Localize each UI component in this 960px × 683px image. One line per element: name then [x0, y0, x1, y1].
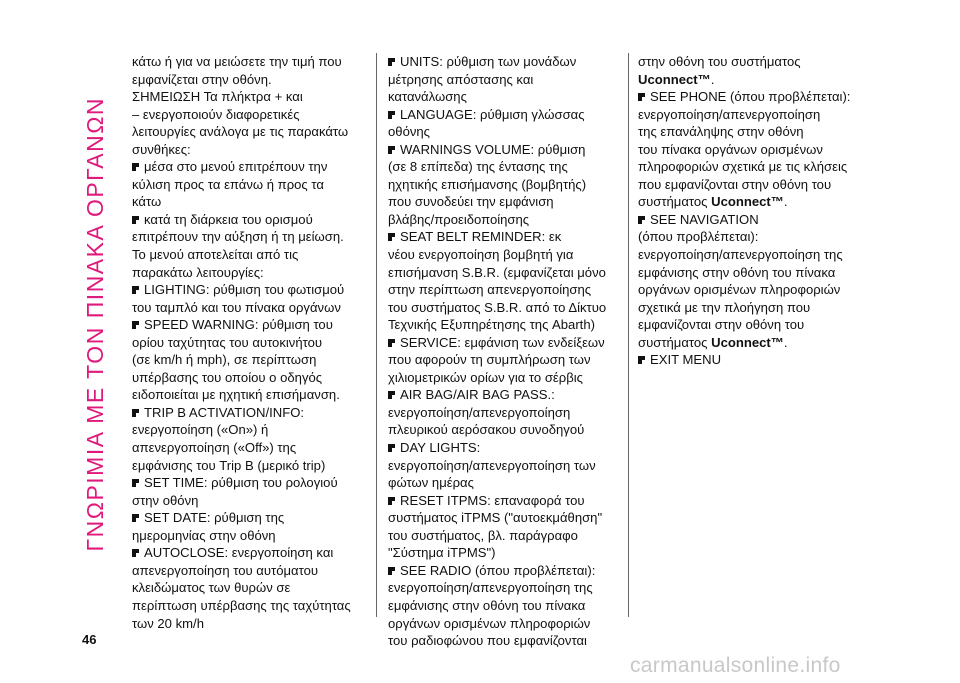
line-text: EXIT MENU [650, 352, 722, 368]
bullet-item-line [132, 544, 368, 562]
line-text: κάτω ή για να μειώσετε την τιμή που [132, 54, 342, 69]
text-line [388, 176, 624, 194]
brand-name: Uconnect™ [711, 194, 784, 210]
bullet-item-line [638, 211, 878, 229]
line-text: της επανάληψης στην οθόνη [638, 124, 804, 140]
text-line [132, 264, 368, 282]
bullet-icon [388, 339, 395, 347]
page-number: 46 [82, 632, 97, 647]
bullet-item-line [388, 386, 624, 404]
line-text: υπέρβασης του οποίου ο οδηγός [132, 369, 323, 385]
line-text: WARNINGS VOLUME: ρύθμιση [400, 141, 586, 157]
line-text: χιλιομετρικών ορίων για το σέρβις [388, 369, 583, 385]
line-text: ενεργοποίηση/απενεργοποίηση της [638, 247, 843, 263]
text-line [388, 246, 624, 264]
line-text: "Σύστημα iTPMS") [388, 545, 496, 561]
line-text: του ραδιοφώνου που εμφανίζονται [388, 633, 587, 649]
text-line [638, 176, 878, 194]
line-text: οργάνων ορισμένων πληροφοριών [638, 282, 841, 298]
text-line [388, 457, 624, 475]
text-line [388, 404, 624, 422]
text-line [638, 299, 878, 317]
bullet-item-line [132, 211, 368, 229]
line-text: ΣΗΜΕΙΩΣΗ Τα πλήκτρα + και [132, 89, 303, 105]
text-line [132, 562, 368, 580]
section-title-text: ΓΝΩΡΙΜΙΑ ΜΕ ΤΟΝ ΠΙΝΑΚΑ ΟΡΓΑΝΩΝ [81, 96, 108, 552]
line-text: (σε 8 επίπεδα) της έντασης της [388, 159, 568, 175]
text-line [388, 193, 624, 211]
line-text: πλευρικού αερόσακου συνοδηγού [388, 422, 585, 438]
line-text: που εμφανίζονται στην οθόνη του [638, 176, 832, 192]
line-text: απενεργοποίηση του αυτόματου [132, 562, 319, 578]
line-text: LANGUAGE: ρύθμιση γλώσσας [400, 106, 585, 122]
line-text: εμφάνισης στην οθόνη του πίνακα [638, 264, 836, 280]
bullet-icon [388, 444, 395, 452]
line-text: ενεργοποίηση («On») ή [132, 422, 269, 438]
bullet-item-line [132, 474, 368, 492]
line-text: μέσα στο μενού επιτρέπουν την [144, 159, 328, 175]
line-text: SEE RADIO (όπου προβλέπεται): [400, 562, 596, 578]
text-line [388, 71, 624, 89]
line-text: ενεργοποίηση/απενεργοποίηση των [388, 457, 596, 473]
text-line [132, 421, 368, 439]
text-line [638, 228, 878, 246]
line-text: απενεργοποίηση («Off») της [132, 440, 297, 456]
text-line [638, 246, 878, 264]
text-column-3 [638, 53, 878, 369]
bullet-item-line [132, 404, 368, 422]
line-text: οθόνης [388, 124, 430, 140]
text-line [388, 281, 624, 299]
bullet-icon [638, 93, 645, 101]
text-line [132, 193, 368, 211]
line-text: Τεχνικής Εξυπηρέτησης της Abarth) [388, 317, 595, 333]
text-line [132, 123, 368, 141]
text-line [388, 579, 624, 597]
line-text: SEE PHONE (όπου προβλέπεται): [650, 89, 851, 105]
text-line [388, 544, 624, 562]
line-text: που αφορούν τη συμπλήρωση των [388, 352, 591, 368]
line-text: εμφανίζεται στην οθόνη. [132, 71, 272, 87]
bullet-icon [388, 567, 395, 575]
bullet-item-line [132, 281, 368, 299]
line-text: σχετικά με την πλοήγηση που [638, 299, 811, 315]
text-line [388, 597, 624, 615]
line-text: μέτρησης απόστασης και [388, 71, 534, 87]
text-line [132, 439, 368, 457]
text-line [132, 106, 368, 124]
line-text: εμφάνισης στην οθόνη του πίνακα [388, 597, 586, 613]
bullet-icon [132, 479, 139, 487]
line-text: ενεργοποίηση/απενεργοποίηση [388, 404, 571, 420]
bullet-icon [132, 514, 139, 522]
line-text: επισήμανση S.B.R. (εμφανίζεται μόνο [388, 264, 606, 280]
text-line [638, 264, 878, 282]
bullet-item-line [388, 492, 624, 510]
bullet-item-line [388, 562, 624, 580]
line-text: συστήματος [638, 334, 712, 350]
text-line [132, 351, 368, 369]
line-text: Το μενού αποτελείται από τις [132, 247, 299, 263]
text-line [132, 176, 368, 194]
text-line [388, 211, 624, 229]
text-line [638, 281, 878, 299]
bullet-item-line [388, 53, 624, 71]
line-text: κατανάλωσης [388, 89, 467, 105]
bullet-item-line [388, 106, 624, 124]
text-line [388, 632, 624, 650]
text-line [388, 351, 624, 369]
line-tail: . [783, 194, 788, 210]
text-line [132, 527, 368, 545]
text-line [388, 123, 624, 141]
bullet-icon [388, 111, 395, 119]
bullet-item-line [132, 509, 368, 527]
watermark: carmanualsonline.info [630, 654, 841, 677]
line-text: νέου ενεργοποίηση βομβητή για [388, 247, 574, 263]
section-title-vertical [78, 24, 112, 624]
bullet-item-line [388, 228, 624, 246]
line-text: SEE NAVIGATION [650, 211, 759, 227]
line-text: του ταμπλό και του πίνακα οργάνων [132, 299, 341, 315]
line-text: κατά τη διάρκεια του ορισμού [144, 211, 313, 227]
line-text: SET DATE: ρύθμιση της [144, 510, 285, 526]
text-line [132, 369, 368, 387]
line-text: φώτων ημέρας [388, 475, 474, 491]
line-text: RESET ITPMS: επαναφορά του [400, 492, 585, 508]
text-line [132, 71, 368, 89]
text-line [638, 316, 878, 334]
bullet-icon [132, 549, 139, 557]
bullet-item-line [638, 351, 878, 369]
line-text: (όπου προβλέπεται): [638, 229, 759, 245]
bullet-icon [132, 163, 139, 171]
line-text: στην οθόνη [132, 492, 199, 508]
line-text: περίπτωση υπέρβασης της ταχύτητας [132, 597, 351, 613]
line-text: TRIP B ACTIVATION/INFO: [144, 404, 305, 420]
line-text: στην περίπτωση απενεργοποίησης [388, 282, 592, 298]
text-line [132, 492, 368, 510]
line-text: συστήματος iTPMS ("αυτοεκμάθηση" [388, 510, 603, 526]
column-divider-2 [628, 53, 629, 617]
line-text: SPEED WARNING: ρύθμιση του [144, 317, 333, 333]
line-text: οργάνων ορισμένων πληροφοριών [388, 615, 591, 631]
text-line [132, 457, 368, 475]
text-line [388, 264, 624, 282]
line-text: του συστήματος, βλ. παράγραφο [388, 527, 578, 543]
text-line [388, 421, 624, 439]
text-line [132, 334, 368, 352]
line-text: DAY LIGHTS: [400, 440, 481, 456]
text-line [132, 228, 368, 246]
text-line [388, 527, 624, 545]
text-line [388, 299, 624, 317]
line-text: ειδοποιείται με ηχητική επισήμανση. [132, 387, 340, 403]
text-line [638, 158, 878, 176]
line-text: επιτρέπουν την αύξηση ή τη μείωση. [132, 229, 344, 245]
text-line [132, 597, 368, 615]
line-text: (σε km/h ή mph), σε περίπτωση [132, 352, 317, 368]
text-line [638, 71, 878, 89]
text-line [388, 158, 624, 176]
line-text: ηχητικής επισήμανσης (βομβητής) [388, 176, 587, 192]
line-text: AUTOCLOSE: ενεργοποίηση και [144, 545, 334, 561]
text-line [388, 88, 624, 106]
line-text: ενεργοποίηση/απενεργοποίηση της [388, 580, 593, 596]
line-text: SERVICE: εμφάνιση των ενδείξεων [400, 334, 605, 350]
bullet-icon [388, 233, 395, 241]
line-text: κλειδώματος των θυρών σε [132, 580, 291, 596]
text-line [638, 141, 878, 159]
text-line [638, 123, 878, 141]
line-text: SET TIME: ρύθμιση του ρολογιού [144, 475, 338, 491]
bullet-item-line [388, 141, 624, 159]
line-text: ενεργοποίηση/απενεργοποίηση [638, 106, 821, 122]
text-column-1 [132, 53, 368, 632]
line-text: του συστήματος S.B.R. από το Δίκτυο [388, 299, 607, 315]
line-text: εμφάνισης του Trip B (μερικό trip) [132, 457, 326, 473]
text-line [638, 53, 878, 71]
line-text: κάτω [132, 194, 162, 210]
line-text: συνθήκες: [132, 141, 191, 157]
text-line [132, 53, 368, 71]
text-line [388, 316, 624, 334]
bullet-icon [388, 58, 395, 66]
bullet-icon [132, 409, 139, 417]
line-text: UNITS: ρύθμιση των μονάδων [400, 54, 577, 69]
line-text: των 20 km/h [132, 615, 204, 631]
line-text: – ενεργοποιούν διαφορετικές [132, 106, 300, 122]
line-text: βλάβης/προειδοποίησης [388, 211, 530, 227]
bullet-item-line [132, 316, 368, 334]
bullet-icon [132, 216, 139, 224]
line-text: λειτουργίες ανάλογα με τις παρακάτω [132, 124, 349, 140]
bullet-item-line [132, 158, 368, 176]
text-line [132, 88, 368, 106]
text-line [132, 615, 368, 633]
bullet-icon [388, 497, 395, 505]
bullet-item-line [388, 334, 624, 352]
line-text: ορίου ταχύτητας του αυτοκινήτου [132, 334, 323, 350]
text-column-2 [388, 53, 624, 650]
bullet-icon [132, 286, 139, 294]
line-text: SEAT BELT REMINDER: εκ [400, 229, 562, 245]
line-text: πληροφοριών σχετικά με τις κλήσεις [638, 159, 848, 175]
line-text: παρακάτω λειτουργίες: [132, 264, 264, 280]
bullet-icon [638, 216, 645, 224]
line-text: που συνοδεύει την εμφάνιση [388, 194, 554, 210]
line-text: AIR BAG/AIR BAG PASS.: [400, 387, 555, 403]
text-line [638, 106, 878, 124]
line-text: εμφανίζονται στην οθόνη του [638, 317, 805, 333]
text-line [638, 334, 878, 352]
text-line [132, 579, 368, 597]
text-line [132, 299, 368, 317]
text-line [132, 386, 368, 404]
text-line [388, 615, 624, 633]
line-tail: . [783, 334, 788, 350]
bullet-icon [388, 391, 395, 399]
text-line [638, 193, 878, 211]
line-text: ημερομηνίας στην οθόνη [132, 527, 276, 543]
text-line [388, 509, 624, 527]
line-tail: . [710, 71, 715, 87]
brand-name: Uconnect™ [711, 334, 784, 350]
bullet-icon [638, 356, 645, 364]
bullet-icon [388, 146, 395, 154]
line-text: συστήματος [638, 194, 712, 210]
column-divider-1 [376, 53, 377, 617]
text-line [132, 141, 368, 159]
text-line [388, 369, 624, 387]
line-text: κύλιση προς τα επάνω ή προς τα [132, 176, 324, 192]
text-line [132, 246, 368, 264]
line-text: LIGHTING: ρύθμιση του φωτισμού [144, 282, 345, 298]
brand-name: Uconnect™ [638, 71, 711, 87]
line-text: στην οθόνη του συστήματος [638, 54, 801, 69]
bullet-icon [132, 321, 139, 329]
bullet-item-line [638, 88, 878, 106]
text-line [388, 474, 624, 492]
line-text: του πίνακα οργάνων ορισμένων [638, 141, 823, 157]
bullet-item-line [388, 439, 624, 457]
